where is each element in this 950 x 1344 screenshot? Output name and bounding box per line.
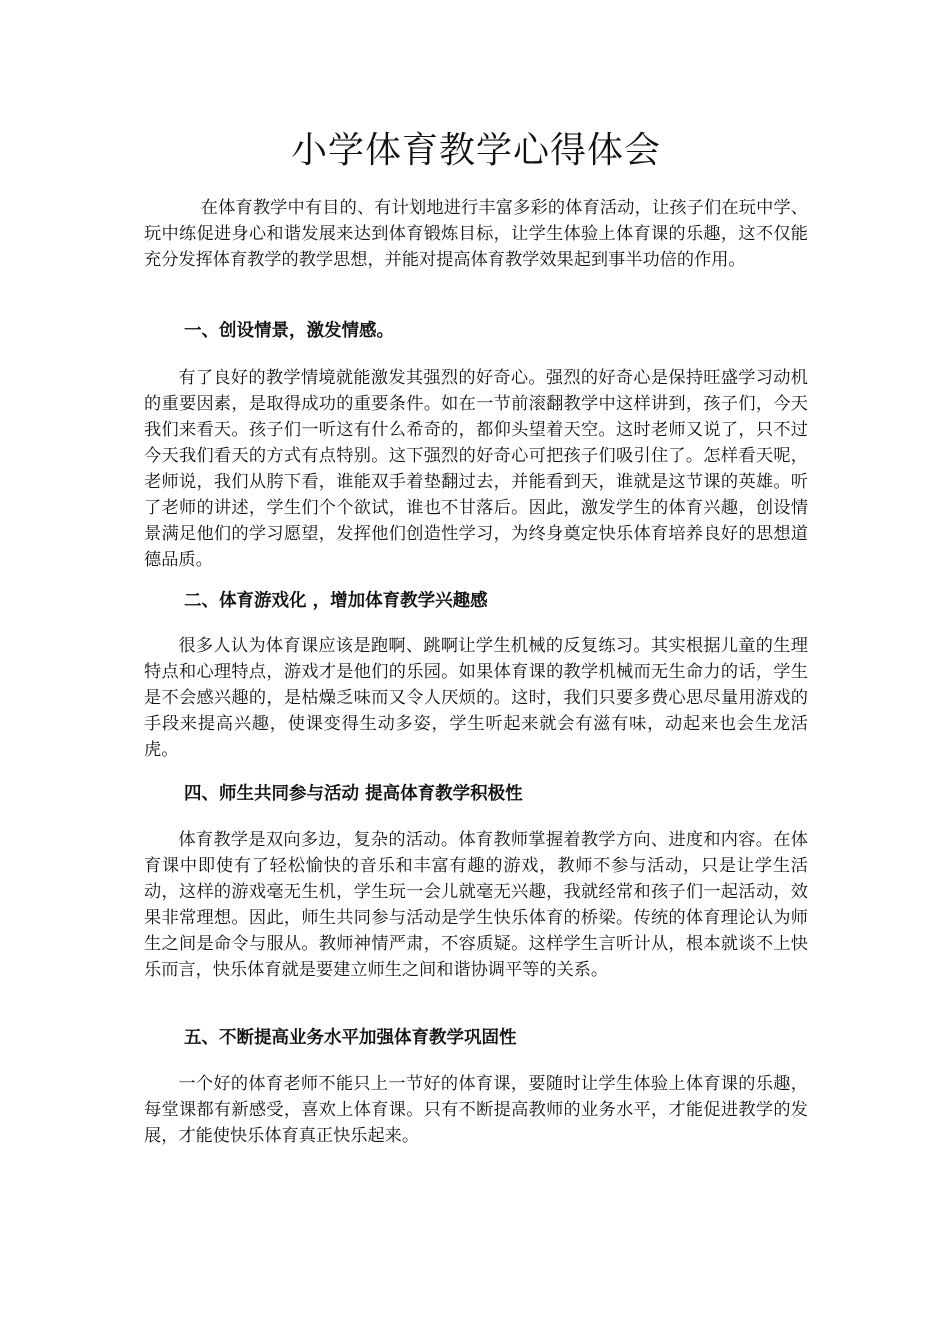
document-title: 小学体育教学心得体会 (290, 130, 661, 171)
section-heading-4: 四、师生共同参与活动 提高体育教学积极性 (184, 784, 523, 804)
section-heading-1: 一、创设情景，激发情感。 (184, 321, 394, 341)
section-heading-2: 二、体育游戏化 ，增加体育教学兴趣感 (184, 591, 488, 611)
intro-paragraph: 在体育教学中有目的、有计划地进行丰富多彩的体育活动，让孩子们在玩中学、玩中练促进身心和谐发展来达到体育锻炼目标，让学生体验上体育课的乐趣，这不仅能充分发挥体育教学的教学思想，并能对提高体育教学效果起到事半功倍的作用。 (144, 198, 808, 270)
section-body-4: 体育教学是双向多边，复杂的活动。体育教师掌握着教学方向、进度和内容。在体育课中即使有了轻松愉快的音乐和丰富有趣的游戏，教师不参与活动，只是让学生活动，这样的游戏毫无生机，学生玩一会儿就毫无兴趣，我就经常和孩子们一起活动，效果非常理想。因此，师生共同参与活动是学生快乐体育的桥梁。传统的体育理论认为师生之间是命令与服从。教师神情严肃，不容质疑。这样学生言听计从，根本就谈不上快乐而言，快乐体育就是要建立师生之间和谐协调平等的关系。 (144, 830, 808, 980)
section-body-5: 一个好的体育老师不能只上一节好的体育课，要随时让学生体验上体育课的乐趣，每堂课都有新感受，喜欢上体育课。只有不断提高教师的业务水平，才能促进教学的发展，才能使快乐体育真正快乐起来。 (144, 1074, 808, 1146)
section-body-1: 有了良好的教学情境就能激发其强烈的好奇心。强烈的好奇心是保持旺盛学习动机的重要因素，是取得成功的重要条件。如在一节前滚翻教学中这样讲到，孩子们，今天我们来看天。孩子们一听这有什么希奇的，都仰头望着天空。这时老师又说了，只不过今天我们看天的方式有点特别。这下强烈的好奇心可把孩子们吸引住了。怎样看天呢，老师说，我们从胯下看，谁能双手着垫翻过去，并能看到天，谁就是这节课的英雄。听了老师的讲述，学生们个个欲试，谁也不甘落后。因此，激发学生的体育兴趣，创设情景满足他们的学习愿望，发挥他们创造性学习，为终身奠定快乐体育培养良好的思想道德品质。 (144, 368, 808, 570)
section-body-2: 很多人认为体育课应该是跑啊、跳啊让学生机械的反复练习。其实根据儿童的生理特点和心理特点，游戏才是他们的乐园。如果体育课的教学机械而无生命力的话，学生是不会感兴趣的，是枯燥乏味而又令人厌烦的。这时，我们只要多费心思尽量用游戏的手段来提高兴趣，使课变得生动多姿，学生听起来就会有滋有味，动起来也会生龙活虎。 (144, 636, 808, 760)
section-heading-5: 五、不断提高业务水平加强体育教学巩固性 (184, 1028, 517, 1048)
